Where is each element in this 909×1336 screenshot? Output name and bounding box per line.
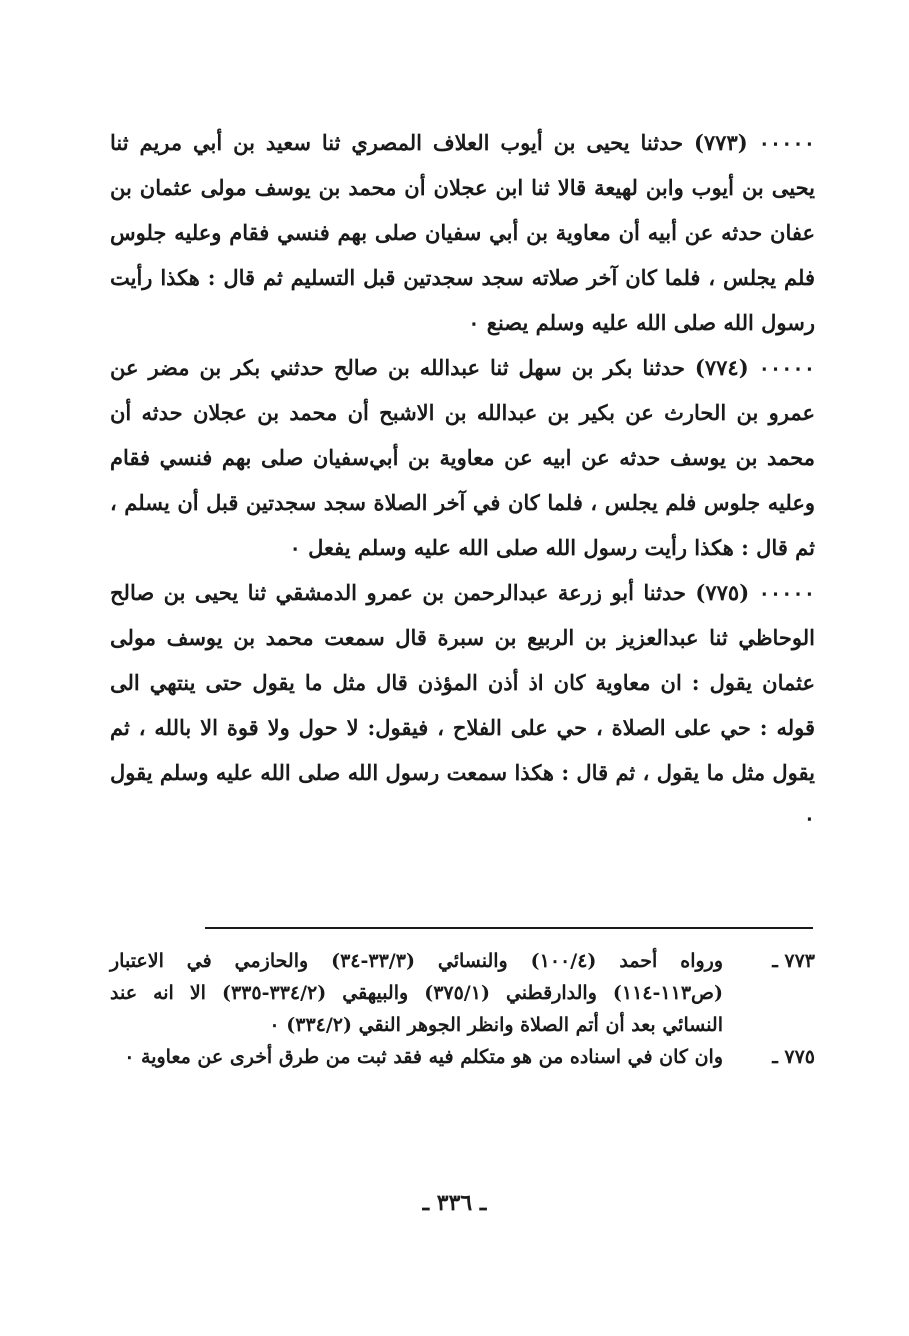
main-text — [110, 120, 815, 840]
footnote-number: ٧٧٥ ـ — [772, 1046, 815, 1068]
footnote-text: وان كان في اسناده من هو متكلم فيه فقد ثبت من طرق أخرى عن معاوية ٠ — [124, 1046, 723, 1068]
footnote-number: ٧٧٣ ـ — [772, 950, 815, 972]
footnote-773 — [110, 945, 815, 1041]
footnote-text: ورواه أحمد (١٠٠/٤) والنسائي (٣٣/٣-٣٤) والحازمي في الاعتبار (ص١١٣-١١٤) والدارقطني (٣٧٥/١) والبيهقي (٣٣٤/٢-٣٣٥) الا انه عند النسائي بعد أن أتم الصلاة وانظر الجوهر النقي (٣٣٤/٢) ٠ — [110, 950, 723, 1036]
page-number: ـ ٣٣٦ ـ — [422, 1190, 487, 1216]
footnote-divider — [205, 927, 813, 929]
footnote-775 — [110, 1041, 815, 1073]
hadith-775: ٠٠٠٠٠ (٧٧٥) حدثنا أبو زرعة عبدالرحمن بن عمرو الدمشقي ثنا يحيى بن صالح الوحاظي ثنا عبدالعزيز بن الربيع بن سبرة قال سمعت محمد بن يوسف مولى عثمان يقول : ان معاوية كان اذ أذن المؤذن قال مثل ما يقول حتى ينتهي الى قوله : حي على الصلاة ، حي على الفلاح ، فيقول: لا حول ولا قوة الا بالله ، ثم يقول مثل ما يقول ، ثم قال : هكذا سمعت رسول الله صلى الله عليه وسلم يقول ٠ — [110, 580, 815, 830]
hadith-773: ٠٠٠٠٠ (٧٧٣) حدثنا يحيى بن أيوب العلاف المصري ثنا سعيد بن أبي مريم ثنا يحيى بن أيوب وابن لهيعة قالا ثنا ابن عجلان أن محمد بن يوسف مولى عثمان بن عفان حدثه عن أبيه أن معاوية بن أبي سفيان صلى بهم فنسي فقام وعليه جلوس فلم يجلس ، فلما كان آخر صلاته سجد سجدتين قبل التسليم ثم قال : هكذا رأيت رسول الله صلى الله عليه وسلم يصنع ٠ — [110, 130, 815, 335]
footnotes — [110, 945, 815, 1073]
hadith-774: ٠٠٠٠٠ (٧٧٤) حدثنا بكر بن سهل ثنا عبدالله بن صالح حدثني بكر بن مضر عن عمرو بن الحارث عن بكير بن عبدالله بن الاشبح أن محمد بن عجلان حدثه أن محمد بن يوسف حدثه عن ابيه عن معاوية بن أبي‌سفيان صلى بهم فنسي فقام وعليه جلوس فلم يجلس ، فلما كان في آخر الصلاة سجد سجدتين قبل أن يسلم ، ثم قال : هكذا رأيت رسول الله صلى الله عليه وسلم يفعل ٠ — [110, 355, 815, 560]
